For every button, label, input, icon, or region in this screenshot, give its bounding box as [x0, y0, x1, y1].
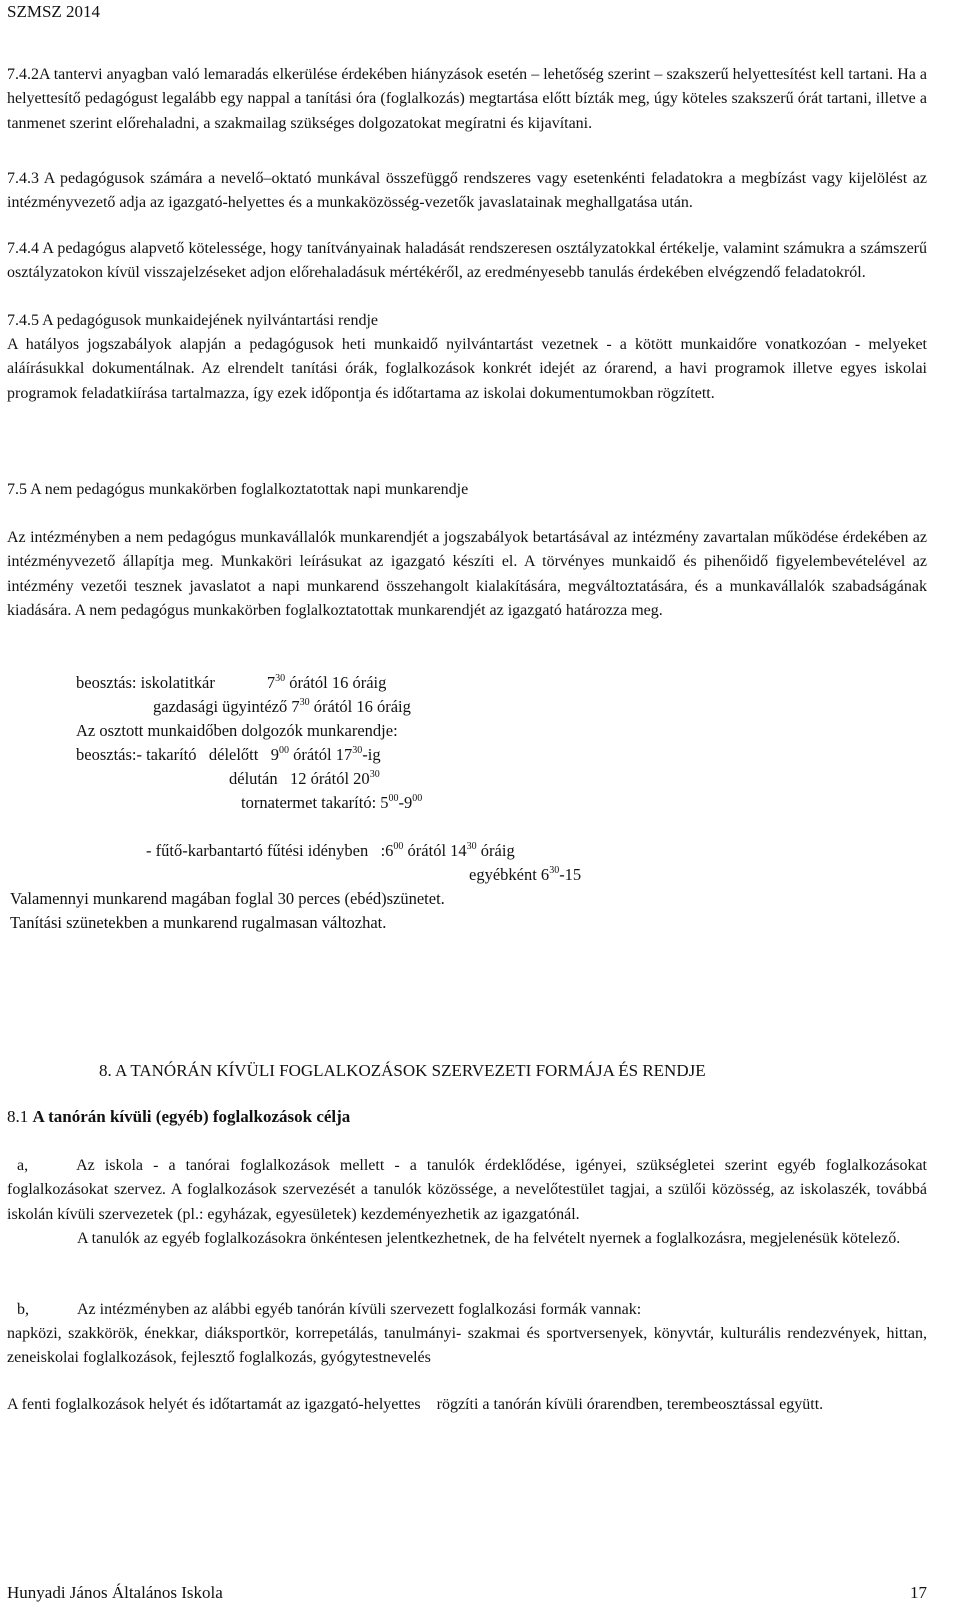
- footer-page-number: 17: [910, 1583, 927, 1602]
- paragraph-7-4-5-body: A hatályos jogszabályok alapján a pedagógusok heti munkaidő nyilvántartást vezetnek - a kötött munkaidőre vonatkozóan - melyeket aláírásukkal dokumentálnak. Az elrendelt tanítási órák, foglalkozások konkrét idejét az órarend, a havi programok illetve egyes iskolai programok feladatkiírása tartalmazza, így ezek időpontja és időtartama az iskolai dokumentumokban rögzített.: [7, 336, 927, 402]
- schedule-line-maintenance: - fűtő-karbantartó fűtési idényben $:6^{00}$ órától $14^{30}$ óráig: [146, 841, 515, 860]
- paragraph-b-intro: b, Az intézményben az alábbi egyéb tanórán kívüli szervezett foglalkozási formák vannak:: [17, 1301, 642, 1318]
- paragraph-b-list: napközi, szakkörök, énekkar, diáksportkör, korrepetálás, tanulmányi- szakmai és sportversenyek, könyvtár, kulturális rendezvények, hittan, zeneiskolai foglalkozások, fejlesztő foglalkozás, gyógytestnevelés: [7, 1325, 927, 1367]
- paragraph-7-4-2: 7.4.2A tantervi anyagban való lemaradás elkerülése érdekében hiányzások esetén – lehetőség szerint – szakszerű helyettesítést kell tartani. Ha a helyettesítő pedagógust legalább egy nappal a tanítási óra (foglalkozás) megtartása előtt bízták meg, úgy köteles szakszerű órát tartani, illetve a tanmenet szerint előrehaladni, a szakmailag szükséges dolgozatokat megíratni és kijavítani.: [7, 66, 927, 132]
- schedule-line-cleaner-afternoon: délután 12 órától $20^{30}$: [229, 769, 380, 788]
- schedule-line-secretary: beosztás: iskolatitkár $7^{30}$ órától 16 óráig: [76, 673, 387, 692]
- page-header: SZMSZ 2014: [7, 2, 101, 21]
- schedule-line-lunch-break: Valamennyi munkarend magában foglal 30 perces (ebéd)szünetet.: [10, 889, 445, 908]
- schedule-line-economic-officer: gazdasági ügyintéző $7^{30}$ órától 16 óráig: [153, 697, 411, 716]
- schedule-line-split-shift: Az osztott munkaidőben dolgozók munkarendje:: [76, 721, 398, 740]
- paragraph-7-5: Az intézményben a nem pedagógus munkavállalók munkarendjét a jogszabályok betartásával az intézmény zavartalan működése érdekében az intézményvezető állapítja meg. Munkaköri leírásukat az igazgató készíti el. A törvényes munkaidő és pihenőidő figyelembevételével az intézmény vezetői tesznek javaslatot a napi munkarend összehangolt kialakítására, megváltoztatására, és a munkavállalók szabadságának kiadására. A nem pedagógus munkakörben foglalkoztatottak munkarendjét az igazgató határozza meg.: [7, 529, 927, 620]
- schedule-line-gym-cleaner: tornatermet takarító: $5^{00}-9^{00}$: [241, 793, 423, 812]
- chapter-8-title: 8. A TANÓRÁN KÍVÜLI FOGLALKOZÁSOK SZERVEZETI FORMÁJA ÉS RENDJE: [99, 1061, 706, 1080]
- section-7-5-title: 7.5 A nem pedagógus munkakörben foglalkoztatottak napi munkarendje: [7, 481, 469, 498]
- schedule-line-otherwise: egyébként $6^{30}-15$: [469, 865, 582, 884]
- schedule-line-holidays: Tanítási szünetekben a munkarend rugalmasan változhat.: [10, 913, 387, 932]
- paragraph-a: a, Az iskola - a tanórai foglalkozások mellett - a tanulók érdeklődése, igényei, szükségletei szerint egyéb foglalkozásokat foglalkozásokat szervez. A foglalkozások szervezését a tanulók közössége, a nevelőtestület tagjai, a szülői közösség, az iskolaszék, továbbá iskolán kívüli szervezetek (pl.: egyházak, egyesületek) kezdeményezhetik az igazgatónál.: [7, 1157, 927, 1223]
- schedule-line-cleaner-morning: beosztás:- takarító délelőtt $9^{00}$ órától $17^{30}-ig$: [76, 745, 381, 764]
- paragraph-final: A fenti foglalkozások helyét és időtartamát az igazgató-helyettes rögzíti a tanórán kívüli órarendben, terembeosztással együtt.: [7, 1396, 824, 1413]
- paragraph-a-continued: A tanulók az egyéb foglalkozásokra önkéntesen jelentkezhetnek, de ha felvételt nyernek a foglalkozásra, megjelenésük kötelező.: [77, 1230, 901, 1247]
- paragraph-7-4-3: 7.4.3 A pedagógusok számára a nevelő–oktató munkával összefüggő rendszeres vagy esetenkénti feladatokra a megbízást vagy kijelölést az intézményvezető adja az igazgató-helyettes és a munkaközösség-vezetők javaslatainak meghallgatása után.: [7, 170, 927, 212]
- footer-school-name: Hunyadi János Általános Iskola: [7, 1583, 223, 1602]
- section-8-1-title: 8.1 A tanórán kívüli (egyéb) foglalkozások célja: [7, 1107, 351, 1126]
- paragraph-7-4-5-title: 7.4.5 A pedagógusok munkaidejének nyilvántartási rendje: [7, 312, 379, 329]
- paragraph-7-4-4: 7.4.4 A pedagógus alapvető kötelessége, hogy tanítványainak haladását rendszeresen osztályzatokkal értékelje, valamint számukra a számszerű osztályzatokon kívül visszajelzéseket adjon előrehaladásuk mértékéről, az eredményesebb tanulás érdekében elvégzendő feladatokról.: [7, 240, 927, 282]
